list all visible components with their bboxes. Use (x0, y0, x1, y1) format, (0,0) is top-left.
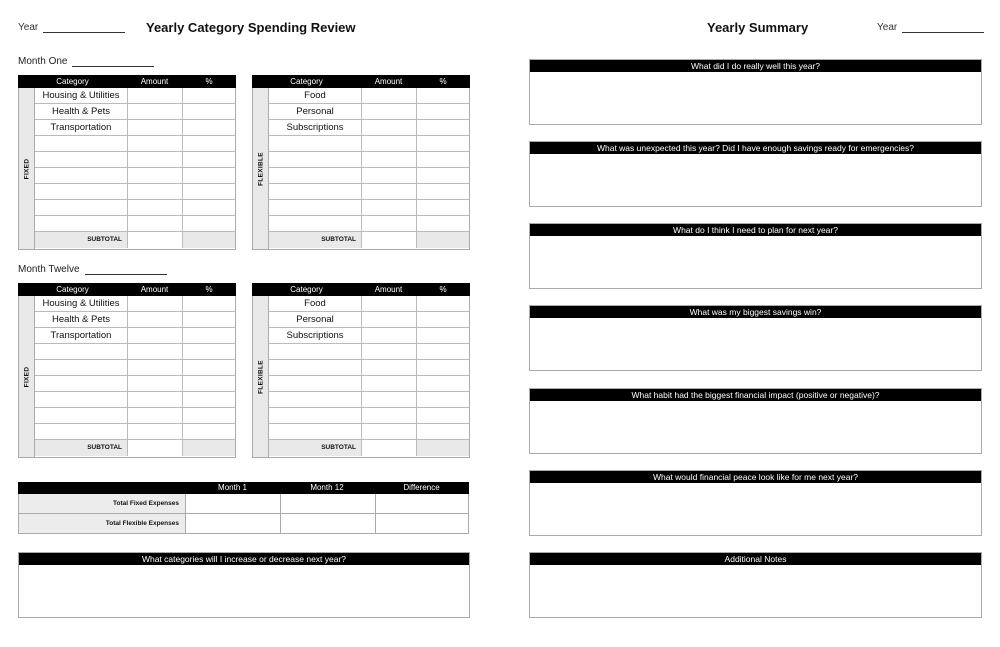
side-label-text: FLEXIBLE (257, 359, 264, 394)
amount-cell[interactable] (362, 312, 417, 327)
amount-cell[interactable] (362, 200, 417, 215)
column-header: Category (56, 77, 89, 86)
fixed-spending-table (18, 75, 236, 250)
column-header: Category (290, 285, 323, 294)
amount-cell[interactable] (128, 328, 183, 343)
table-row (269, 104, 469, 120)
column-header: Amount (374, 285, 403, 294)
percent-cell[interactable] (183, 184, 235, 199)
table-row (35, 392, 235, 408)
category-cell[interactable] (35, 200, 128, 215)
percent-cell[interactable] (417, 360, 469, 375)
table-row (35, 312, 235, 328)
table-row (35, 200, 235, 216)
percent-cell[interactable] (183, 216, 235, 231)
column-header: Month 1 (218, 483, 247, 492)
subtotal-amount-cell[interactable] (362, 440, 417, 456)
year-input-line[interactable] (43, 23, 125, 33)
table-row (35, 344, 235, 360)
percent-cell[interactable] (417, 328, 469, 343)
fixed-spending-table (18, 283, 236, 458)
amount-cell[interactable] (128, 88, 183, 103)
amount-cell[interactable] (128, 408, 183, 423)
table-row (269, 168, 469, 184)
side-label (19, 88, 35, 249)
amount-cell[interactable] (362, 408, 417, 423)
category-cell[interactable] (35, 216, 128, 231)
input-cell[interactable] (186, 494, 281, 513)
column-header: % (205, 285, 213, 294)
percent-cell[interactable] (417, 392, 469, 407)
category-cell[interactable] (35, 168, 128, 183)
subtotal-row (269, 232, 469, 248)
subtotal-label: SUBTOTAL (35, 232, 128, 248)
amount-cell[interactable] (128, 392, 183, 407)
question-box[interactable] (18, 552, 470, 618)
table-header (18, 283, 236, 296)
summary-question-box[interactable] (529, 305, 982, 371)
year-field-left[interactable] (18, 22, 125, 33)
category-cell[interactable]: Personal (269, 312, 362, 327)
question-heading: What did I do really well this year? (530, 60, 981, 72)
summary-question-box[interactable] (529, 141, 982, 207)
amount-cell[interactable] (128, 152, 183, 167)
category-cell[interactable] (35, 376, 128, 391)
category-cell[interactable] (269, 360, 362, 375)
table-header (252, 283, 470, 296)
amount-cell[interactable] (128, 344, 183, 359)
percent-cell[interactable] (417, 424, 469, 439)
amount-cell[interactable] (362, 152, 417, 167)
amount-cell[interactable] (362, 296, 417, 311)
table-row (269, 376, 469, 392)
subtotal-percent-cell (183, 232, 235, 248)
column-header: Difference (403, 483, 440, 492)
amount-cell[interactable] (128, 216, 183, 231)
table-row (269, 328, 469, 344)
percent-cell[interactable] (183, 296, 235, 311)
category-cell[interactable]: Transportation (35, 120, 128, 135)
column-header: % (439, 285, 447, 294)
category-cell[interactable]: Health & Pets (35, 312, 128, 327)
category-cell[interactable] (35, 184, 128, 199)
amount-cell[interactable] (362, 376, 417, 391)
category-cell[interactable]: Food (269, 88, 362, 103)
percent-cell[interactable] (417, 408, 469, 423)
table-row (35, 376, 235, 392)
percent-cell[interactable] (183, 152, 235, 167)
category-cell[interactable]: Personal (269, 104, 362, 119)
category-cell[interactable] (269, 216, 362, 231)
percent-cell[interactable] (417, 104, 469, 119)
table-row (269, 200, 469, 216)
percent-cell[interactable] (183, 408, 235, 423)
question-heading: What habit had the biggest financial impact (positive or negative)? (530, 389, 981, 401)
month-input-line[interactable] (72, 57, 154, 67)
amount-cell[interactable] (362, 392, 417, 407)
category-cell[interactable]: Subscriptions (269, 328, 362, 343)
amount-cell[interactable] (362, 88, 417, 103)
table-row (269, 88, 469, 104)
month-input-line[interactable] (85, 265, 167, 275)
subtotal-percent-cell (417, 440, 469, 456)
category-cell[interactable] (35, 424, 128, 439)
amount-cell[interactable] (362, 360, 417, 375)
input-cell[interactable] (281, 514, 376, 533)
row-label: Total Flexible Expenses (19, 514, 186, 533)
input-cell[interactable] (376, 514, 468, 533)
subtotal-row (269, 440, 469, 456)
column-header: Category (56, 285, 89, 294)
percent-cell[interactable] (183, 88, 235, 103)
category-cell[interactable] (35, 136, 128, 151)
table-row (35, 104, 235, 120)
percent-cell[interactable] (417, 88, 469, 103)
amount-cell[interactable] (128, 376, 183, 391)
table-row (269, 152, 469, 168)
table-row (269, 408, 469, 424)
category-cell[interactable] (35, 152, 128, 167)
percent-cell[interactable] (183, 392, 235, 407)
amount-cell[interactable] (362, 424, 417, 439)
subtotal-amount-cell[interactable] (128, 232, 183, 248)
table-row (35, 152, 235, 168)
percent-cell[interactable] (417, 136, 469, 151)
table-row (35, 328, 235, 344)
year-field-right[interactable] (877, 22, 984, 33)
percent-cell[interactable] (183, 344, 235, 359)
amount-cell[interactable] (128, 312, 183, 327)
table-row (35, 120, 235, 136)
category-cell[interactable] (35, 392, 128, 407)
side-label (253, 296, 269, 457)
amount-cell[interactable] (362, 344, 417, 359)
subtotal-row (35, 232, 235, 248)
category-cell[interactable] (269, 184, 362, 199)
month-one-label: Month One (18, 56, 68, 67)
category-cell[interactable] (269, 344, 362, 359)
percent-cell[interactable] (417, 200, 469, 215)
table-row (269, 136, 469, 152)
summary-question-box[interactable] (529, 552, 982, 618)
side-label (253, 88, 269, 249)
category-cell[interactable] (35, 408, 128, 423)
subtotal-amount-cell[interactable] (128, 440, 183, 456)
summary-question-box[interactable] (529, 388, 982, 454)
table-row (35, 88, 235, 104)
page-title: Yearly Category Spending Review (146, 20, 356, 35)
question-heading: What do I think I need to plan for next year? (530, 224, 981, 236)
summary-title: Yearly Summary (707, 20, 809, 35)
category-cell[interactable] (35, 344, 128, 359)
input-cell[interactable] (376, 494, 468, 513)
table-row (35, 216, 235, 232)
percent-cell[interactable] (417, 168, 469, 183)
percent-cell[interactable] (183, 424, 235, 439)
amount-cell[interactable] (128, 184, 183, 199)
column-header: % (439, 77, 447, 86)
row-label: Total Fixed Expenses (19, 494, 186, 513)
percent-cell[interactable] (183, 120, 235, 135)
category-cell[interactable] (269, 392, 362, 407)
table-row (269, 120, 469, 136)
table-row (269, 344, 469, 360)
amount-cell[interactable] (362, 120, 417, 135)
table-header (18, 75, 236, 88)
amount-cell[interactable] (362, 168, 417, 183)
month-twelve-label: Month Twelve (18, 264, 80, 275)
percent-cell[interactable] (183, 328, 235, 343)
column-header: % (205, 77, 213, 86)
category-cell[interactable]: Housing & Utilities (35, 88, 128, 103)
category-cell[interactable]: Health & Pets (35, 104, 128, 119)
side-label-text: FIXED (23, 366, 30, 387)
subtotal-percent-cell (183, 440, 235, 456)
subtotal-row (35, 440, 235, 456)
comparison-header (18, 482, 469, 494)
question-heading: Additional Notes (530, 553, 981, 565)
category-cell[interactable] (269, 376, 362, 391)
amount-cell[interactable] (128, 360, 183, 375)
column-header: Amount (140, 77, 169, 86)
table-row (35, 136, 235, 152)
month-one-field[interactable] (18, 56, 154, 67)
percent-cell[interactable] (183, 104, 235, 119)
amount-cell[interactable] (362, 328, 417, 343)
percent-cell[interactable] (183, 168, 235, 183)
amount-cell[interactable] (128, 296, 183, 311)
subtotal-amount-cell[interactable] (362, 232, 417, 248)
percent-cell[interactable] (183, 200, 235, 215)
category-cell[interactable]: Housing & Utilities (35, 296, 128, 311)
side-label-text: FIXED (23, 158, 30, 179)
subtotal-label: SUBTOTAL (269, 232, 362, 248)
table-row (35, 360, 235, 376)
input-cell[interactable] (281, 494, 376, 513)
side-label (19, 296, 35, 457)
table-row (18, 514, 469, 534)
percent-cell[interactable] (183, 312, 235, 327)
amount-cell[interactable] (362, 216, 417, 231)
year-label: Year (18, 22, 39, 33)
table-row (269, 184, 469, 200)
percent-cell[interactable] (417, 344, 469, 359)
amount-cell[interactable] (128, 200, 183, 215)
category-cell[interactable] (269, 424, 362, 439)
table-row (269, 424, 469, 440)
amount-cell[interactable] (362, 136, 417, 151)
table-header (252, 75, 470, 88)
flexible-spending-table (252, 75, 470, 250)
column-header: Amount (374, 77, 403, 86)
summary-question-box[interactable] (529, 59, 982, 125)
table-row (269, 392, 469, 408)
column-header: Amount (140, 285, 169, 294)
amount-cell[interactable] (128, 168, 183, 183)
percent-cell[interactable] (417, 120, 469, 135)
table-row (35, 168, 235, 184)
percent-cell[interactable] (417, 296, 469, 311)
comparison-table (18, 482, 469, 534)
percent-cell[interactable] (183, 360, 235, 375)
percent-cell[interactable] (417, 152, 469, 167)
category-cell[interactable] (35, 360, 128, 375)
summary-question-box[interactable] (529, 223, 982, 289)
percent-cell[interactable] (417, 216, 469, 231)
summary-question-box[interactable] (529, 470, 982, 536)
percent-cell[interactable] (183, 136, 235, 151)
table-row (18, 494, 469, 514)
question-heading: What would financial peace look like for me next year? (530, 471, 981, 483)
table-row (269, 312, 469, 328)
table-row (35, 408, 235, 424)
amount-cell[interactable] (362, 104, 417, 119)
category-cell[interactable] (269, 136, 362, 151)
question-heading: What was unexpected this year? Did I have enough savings ready for emergencies? (530, 142, 981, 154)
amount-cell[interactable] (128, 136, 183, 151)
percent-cell[interactable] (417, 376, 469, 391)
category-cell[interactable] (269, 152, 362, 167)
month-twelve-field[interactable] (18, 264, 167, 275)
percent-cell[interactable] (183, 376, 235, 391)
table-row (35, 424, 235, 440)
side-label-text: FLEXIBLE (257, 151, 264, 186)
subtotal-label: SUBTOTAL (35, 440, 128, 456)
category-cell[interactable] (269, 200, 362, 215)
table-row (269, 360, 469, 376)
column-header: Category (290, 77, 323, 86)
amount-cell[interactable] (128, 120, 183, 135)
input-cell[interactable] (186, 514, 281, 533)
category-cell[interactable] (269, 408, 362, 423)
subtotal-label: SUBTOTAL (269, 440, 362, 456)
table-row (269, 216, 469, 232)
category-cell[interactable]: Food (269, 296, 362, 311)
table-row (35, 184, 235, 200)
amount-cell[interactable] (128, 424, 183, 439)
table-row (269, 296, 469, 312)
amount-cell[interactable] (128, 104, 183, 119)
percent-cell[interactable] (417, 184, 469, 199)
percent-cell[interactable] (417, 312, 469, 327)
category-cell[interactable]: Transportation (35, 328, 128, 343)
category-cell[interactable] (269, 168, 362, 183)
year-label: Year (877, 22, 898, 33)
year-input-line[interactable] (902, 23, 984, 33)
category-cell[interactable]: Subscriptions (269, 120, 362, 135)
question-heading: What was my biggest savings win? (530, 306, 981, 318)
column-header: Month 12 (310, 483, 344, 492)
question-heading: What categories will I increase or decrease next year? (19, 553, 469, 565)
table-row (35, 296, 235, 312)
subtotal-percent-cell (417, 232, 469, 248)
flexible-spending-table (252, 283, 470, 458)
amount-cell[interactable] (362, 184, 417, 199)
